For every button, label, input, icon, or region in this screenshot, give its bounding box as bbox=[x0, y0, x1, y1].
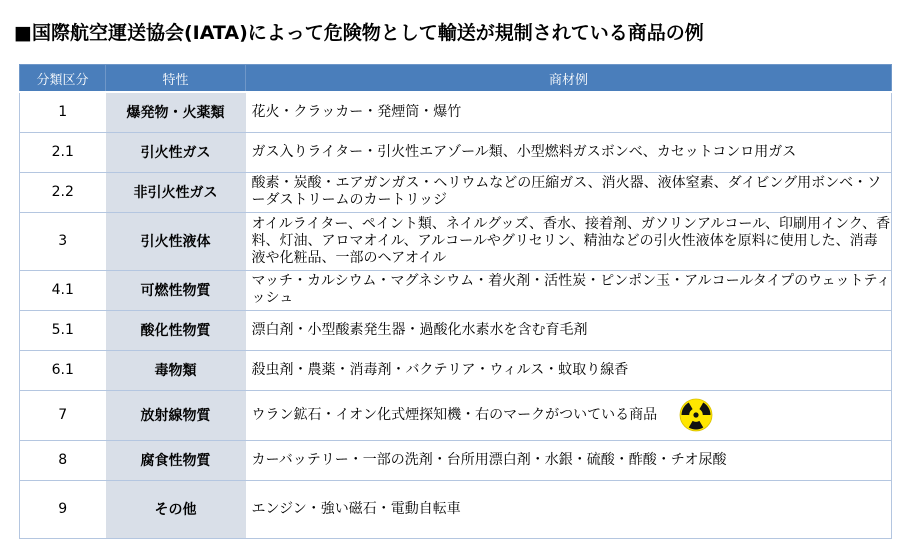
property-cell: 放射線物質 bbox=[106, 390, 246, 440]
table-row bbox=[20, 480, 892, 538]
dangerous-goods-table bbox=[19, 64, 892, 539]
page-title: ■国際航空運送協会(IATA)によって危険物として輸送が規制されている商品の例 bbox=[14, 22, 704, 44]
examples-cell: マッチ・カルシウム・マグネシウム・着火剤・活性炭・ピンポン玉・アルコールタイプのウェットティッシュ bbox=[246, 270, 892, 310]
property-cell: 酸化性物質 bbox=[106, 310, 246, 350]
table-row bbox=[20, 310, 892, 350]
table-row bbox=[20, 440, 892, 480]
table-row bbox=[20, 132, 892, 172]
examples-cell: ガス入りライター・引火性エアゾール類、小型燃料ガスボンベ、カセットコンロ用ガス bbox=[246, 132, 892, 172]
table-row bbox=[20, 92, 892, 132]
table-header-row bbox=[20, 65, 892, 93]
class-cell: 2.2 bbox=[20, 172, 106, 212]
table-row bbox=[20, 212, 892, 270]
header-examples: 商材例 bbox=[246, 65, 892, 93]
table-row bbox=[20, 172, 892, 212]
examples-cell: カーバッテリー・一部の洗剤・台所用漂白剤・水銀・硫酸・酢酸・チオ尿酸 bbox=[246, 440, 892, 480]
class-cell: 9 bbox=[20, 480, 106, 538]
property-cell: その他 bbox=[106, 480, 246, 538]
class-cell: 2.1 bbox=[20, 132, 106, 172]
property-cell: 腐食性物質 bbox=[106, 440, 246, 480]
table-row bbox=[20, 350, 892, 390]
examples-cell bbox=[246, 390, 892, 440]
class-cell: 1 bbox=[20, 92, 106, 132]
radiation-icon bbox=[679, 398, 713, 432]
table-row bbox=[20, 270, 892, 310]
examples-cell: 花火・クラッカー・発煙筒・爆竹 bbox=[246, 92, 892, 132]
examples-cell: 漂白剤・小型酸素発生器・過酸化水素水を含む育毛剤 bbox=[246, 310, 892, 350]
property-cell: 引火性液体 bbox=[106, 212, 246, 270]
examples-cell: 殺虫剤・農薬・消毒剤・バクテリア・ウィルス・蚊取り線香 bbox=[246, 350, 892, 390]
class-cell: 5.1 bbox=[20, 310, 106, 350]
class-cell: 8 bbox=[20, 440, 106, 480]
header-property: 特性 bbox=[106, 65, 246, 93]
property-cell: 毒物類 bbox=[106, 350, 246, 390]
property-cell: 非引火性ガス bbox=[106, 172, 246, 212]
class-cell: 7 bbox=[20, 390, 106, 440]
header-class: 分類区分 bbox=[20, 65, 106, 93]
examples-cell: エンジン・強い磁石・電動自転車 bbox=[246, 480, 892, 538]
examples-cell: 酸素・炭酸・エアガンガス・ヘリウムなどの圧縮ガス、消火器、液体窒素、ダイビング用ボンベ・ソーダストリームのカートリッジ bbox=[246, 172, 892, 212]
examples-cell: オイルライター、ペイント類、ネイルグッズ、香水、接着剤、ガソリンアルコール、印刷用インク、香料、灯油、アロマオイル、アルコールやグリセリン、精油などの引火性液体を原料に使用した、消毒液や化粧品、一部のヘアオイル bbox=[246, 212, 892, 270]
property-cell: 可燃性物質 bbox=[106, 270, 246, 310]
table-row bbox=[20, 390, 892, 440]
class-cell: 6.1 bbox=[20, 350, 106, 390]
property-cell: 引火性ガス bbox=[106, 132, 246, 172]
property-cell: 爆発物・火薬類 bbox=[106, 92, 246, 132]
class-cell: 4.1 bbox=[20, 270, 106, 310]
class-cell: 3 bbox=[20, 212, 106, 270]
examples-text: ウラン鉱石・イオン化式煙探知機・右のマークがついている商品 bbox=[251, 406, 658, 423]
